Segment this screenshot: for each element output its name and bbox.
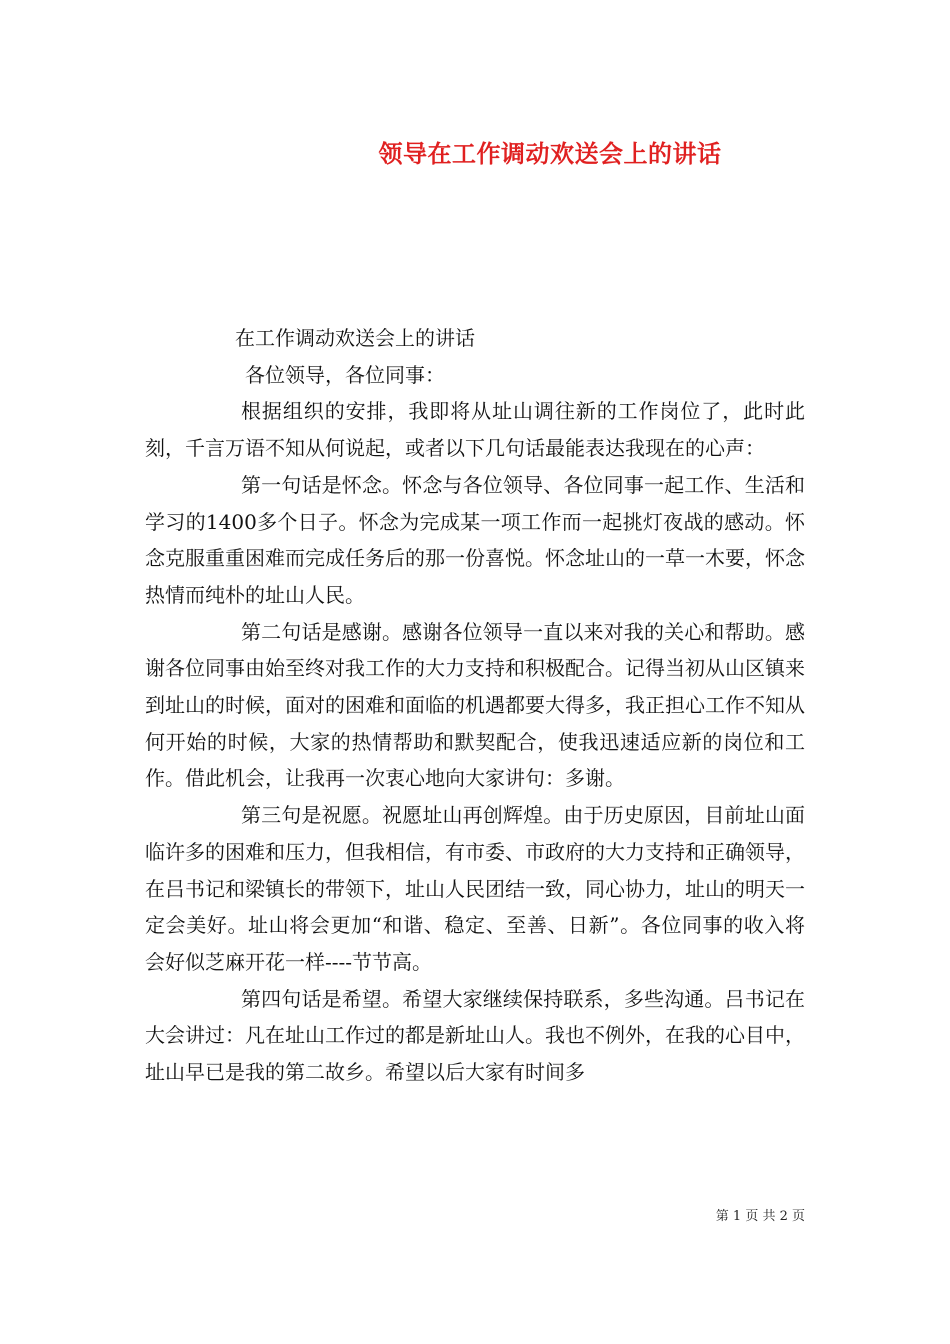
salutation: 各位领导，各位同事： (245, 362, 445, 387)
paragraph-second: 第二句话是感谢。感谢各位领导一直以来对我的关心和帮助。感谢各位同事由始至终对我工作的大力支持和积极配合。记得当初从山区镇来到址山的时候，面对的困难和面临的机遇都要大得多，我正担心工作不知从何开始的时候，大家的热情帮助和默契配合，使我迅速适应新的岗位和工作。借此机会，让我再一次衷心地向大家讲句：多谢。 (145, 619, 805, 791)
paragraph-intro: 根据组织的安排，我即将从址山调往新的工作岗位了，此时此刻，千言万语不知从何说起，或者以下几句话最能表达我现在的心声： (145, 399, 805, 461)
paragraph-fourth: 第四句话是希望。希望大家继续保持联系，多些沟通。吕书记在大会讲过：凡在址山工作过的都是新址山人。我也不例外，在我的心目中，址山早已是我的第二故乡。希望以后大家有时间多 (145, 986, 805, 1085)
paragraph-third: 第三句是祝愿。祝愿址山再创辉煌。由于历史原因，目前址山面临许多的困难和压力，但我相信，有市委、市政府的大力支持和正确领导，在吕书记和梁镇长的带领下，址山人民团结一致，同心协力，址山的明天一定会美好。址山将会更加“和谐、稳定、至善、日新”。各位同事的收入将会好似芝麻开花一样----节节高。 (145, 803, 805, 974)
document-body (145, 320, 805, 1091)
paragraph-first: 第一句话是怀念。怀念与各位领导、各位同事一起工作、生活和学习的1400多个日子。怀念为完成某一项工作而一起挑灯夜战的感动。怀念克服重重困难而完成任务后的那一份喜悦。怀念址山的一草一木要，怀念热情而纯朴的址山人民。 (145, 472, 805, 607)
document-title: 领导在工作调动欢送会上的讲话 (378, 139, 722, 168)
document-subtitle: 在工作调动欢送会上的讲话 (235, 326, 475, 350)
page-indicator: 第 1 页 共 2 页 (715, 1209, 805, 1224)
